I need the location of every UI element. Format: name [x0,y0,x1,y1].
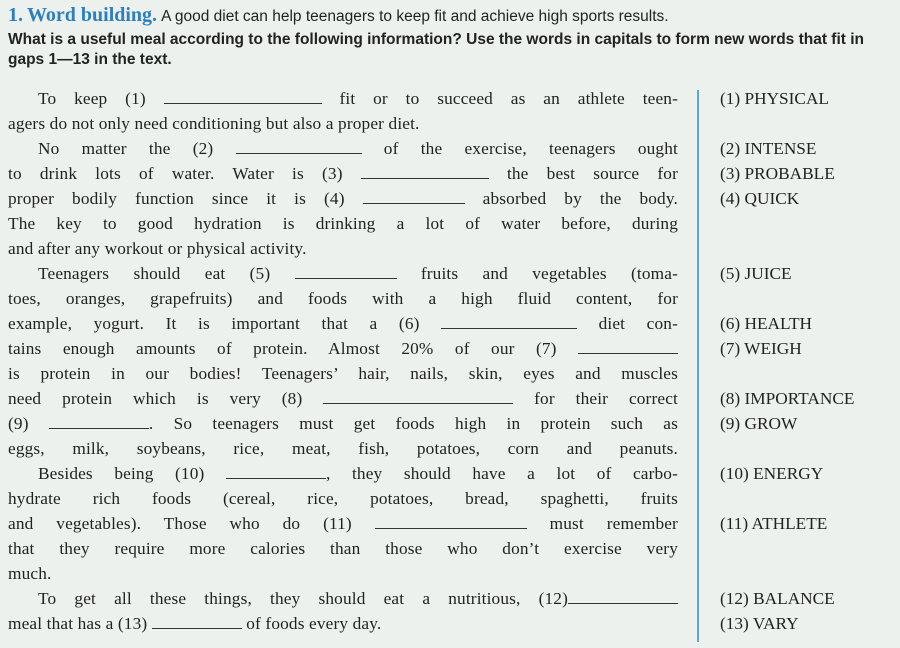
title-line [8,4,894,28]
text-line: (9) . So teenagers must get foods high in protein such as [8,414,678,433]
text-line: To keep (1) fit or to succeed as an athlete teen- [38,89,678,108]
gap-4 [363,189,465,204]
cue-word: (9) GROW [720,414,798,433]
text-line: and vegetables). Those who do (11) must remember [8,514,678,533]
exercise-title: Word building. [27,4,158,26]
text-line: agers do not only need conditioning but also a proper diet. [8,114,420,133]
text-line: meal that has a (13) of foods every day. [8,614,382,633]
text-line: toes, oranges, grapefruits) and foods with a high fluid content, for [8,289,678,308]
text-line: Teenagers should eat (5) fruits and vegetables (toma- [38,264,678,283]
text-line: No matter the (2) of the exercise, teenagers ought [38,139,678,158]
text-line: Besides being (10) , they should have a lot of carbo- [38,464,678,483]
exercise-header [8,4,894,70]
gap-10 [226,464,326,479]
text-line: need protein which is very (8) for their correct [8,389,678,408]
text-line: The key to good hydration is drinking a lot of water before, during [8,214,678,233]
text-line: tains enough amounts of protein. Almost 20% of our (7) [8,336,678,361]
gap-1 [164,89,322,104]
text-line: eggs, milk, soybeans, rice, meat, fish, potatoes, corn and peanuts. [8,439,678,458]
text-line: and after any workout or physical activity. [8,239,307,258]
gap-5 [295,264,397,279]
text-line: that they require more calories than those who don’t exercise very [8,539,678,558]
column-divider [697,90,699,642]
cue-word: (7) WEIGH [720,339,802,358]
cue-word: (8) IMPORTANCE [720,389,855,408]
text-line: proper bodily function since it is (4) absorbed by the body. [8,189,678,208]
gap-3 [361,164,489,179]
text-line: example, yogurt. It is important that a (6) diet con- [8,314,678,333]
gap-13 [152,614,242,629]
cue-word: (1) PHYSICAL [720,89,829,108]
text-line: to drink lots of water. Water is (3) the best source for [8,164,678,183]
cue-word: (3) PROBABLE [720,164,835,183]
gap-12 [568,589,678,604]
gap-2 [236,139,362,154]
cue-word: (4) QUICK [720,189,800,208]
cue-word: (5) JUICE [720,264,792,283]
gap-7 [578,339,678,354]
cue-word: (11) ATHLETE [720,514,828,533]
cue-word: (6) HEALTH [720,314,813,333]
text-line: hydrate rich foods (cereal, rice, potatoes, bread, spaghetti, fruits [8,489,678,508]
exercise-number: 1. [8,4,23,26]
gap-11 [375,514,527,529]
cue-word: (12) BALANCE [720,589,835,608]
text-line: much. [8,564,52,583]
text-line: is protein in our bodies! Teenagers’ hair, nails, skin, eyes and muscles [8,364,678,383]
gap-9 [49,414,149,429]
text-line: To get all these things, they should eat a nutritious, (12) [38,586,678,611]
gap-6 [441,314,577,329]
exercise-question: What is a useful meal according to the following information? Use the words in capitals to form new words that fit in gaps 1—13 in the text. [8,31,865,68]
cue-word: (10) ENERGY [720,464,824,483]
cue-word: (2) INTENSE [720,139,817,158]
exercise-intro: A good diet can help teenagers to keep fit and achieve high sports results. [161,8,669,25]
cue-word: (13) VARY [720,614,799,633]
gap-8 [323,389,513,404]
